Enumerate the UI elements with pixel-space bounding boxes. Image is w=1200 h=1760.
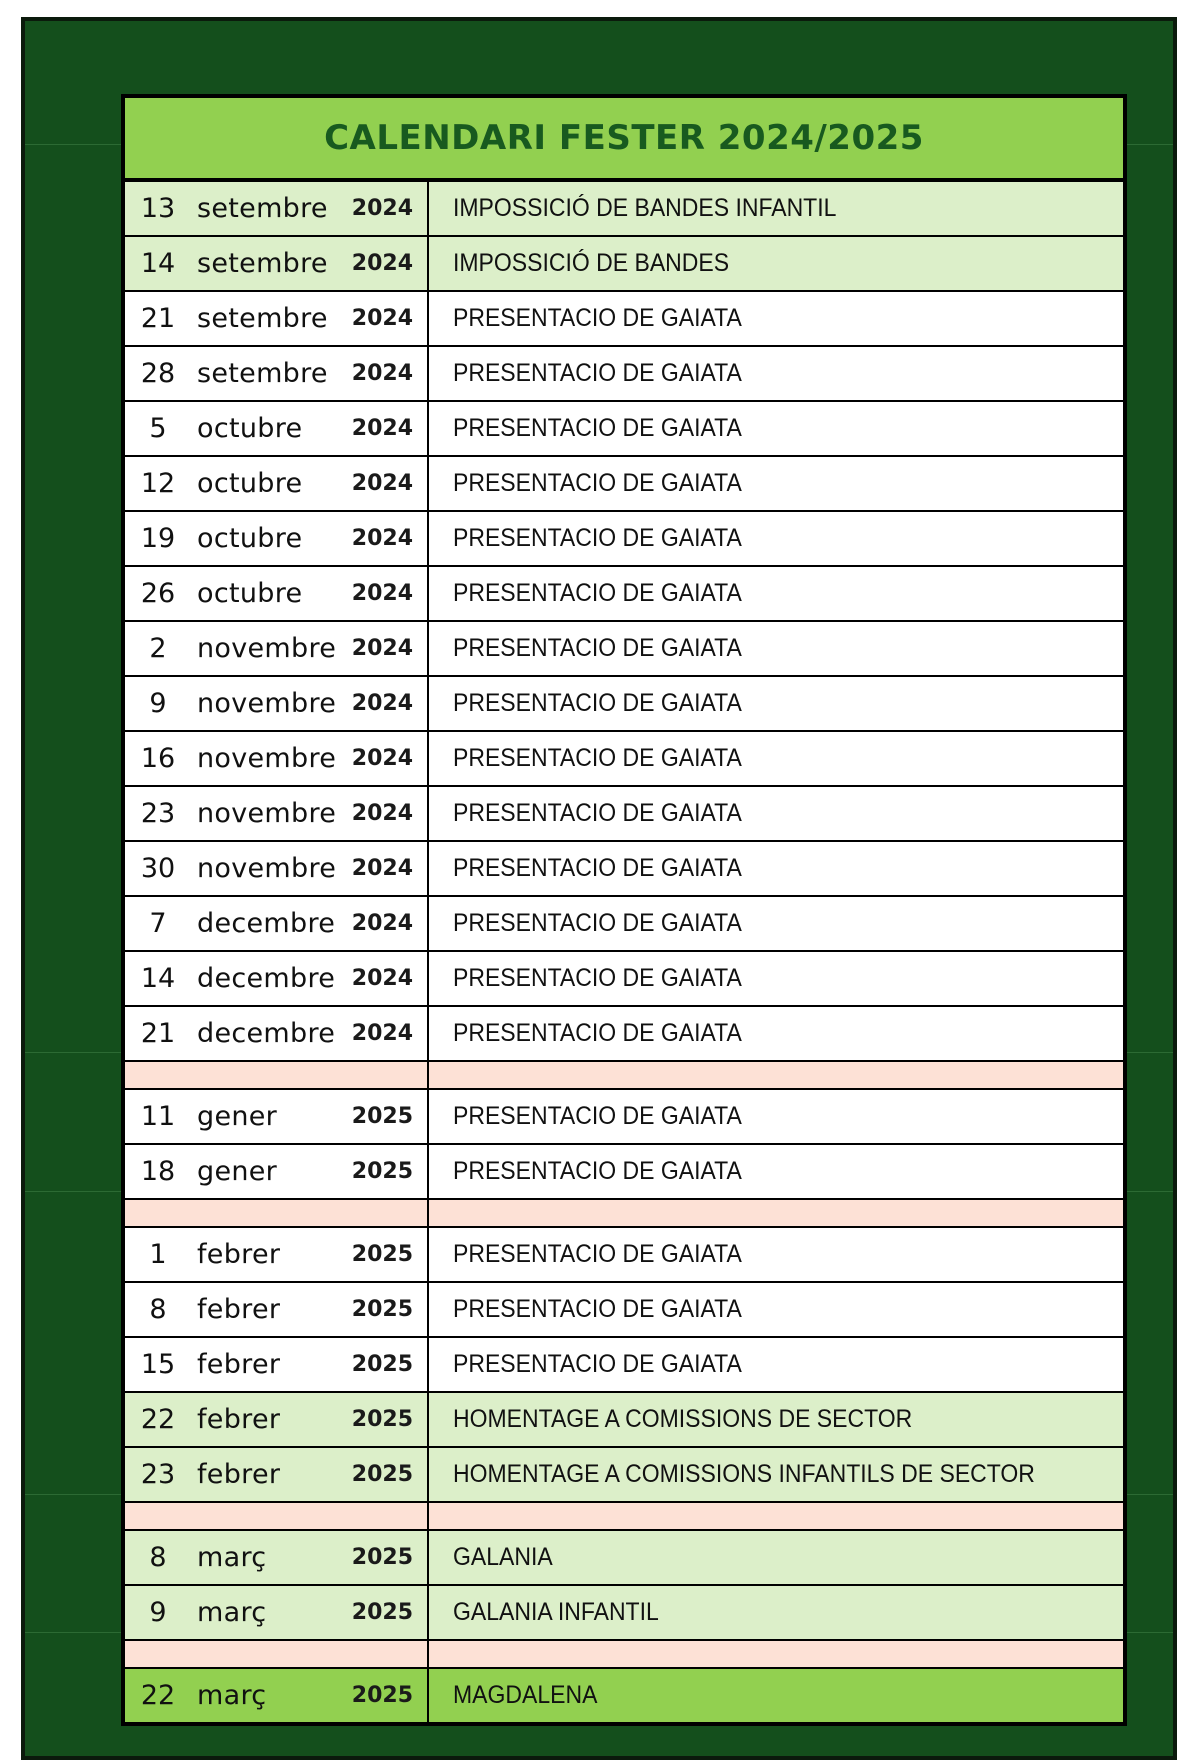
day: 7 (149, 908, 167, 939)
event-cell (429, 1228, 1123, 1281)
event-cell (429, 952, 1123, 1005)
day: 11 (140, 1101, 176, 1132)
event-cell (429, 677, 1123, 730)
year: 2024 (351, 361, 413, 386)
day: 13 (140, 193, 176, 224)
date-cell (125, 1338, 429, 1391)
day: 5 (149, 413, 167, 444)
event-cell (429, 347, 1123, 400)
spacer-date-cell (125, 1641, 429, 1667)
month: decembre (197, 963, 336, 994)
day: 12 (140, 468, 176, 499)
event-cell (429, 1338, 1123, 1391)
event-name: PRESENTACIO DE GAIATA (453, 744, 742, 772)
event-name: PRESENTACIO DE GAIATA (453, 634, 742, 662)
year: 2024 (351, 251, 413, 276)
year: 2024 (351, 306, 413, 331)
year: 2024 (351, 526, 413, 551)
calendar-row (125, 1448, 1123, 1503)
day: 1 (149, 1239, 167, 1270)
calendar-row (125, 347, 1123, 402)
event-cell (429, 1448, 1123, 1501)
year: 2024 (351, 911, 413, 936)
event-name: PRESENTACIO DE GAIATA (453, 304, 742, 332)
year: 2025 (351, 1683, 413, 1708)
day: 30 (140, 853, 176, 884)
day: 14 (140, 963, 176, 994)
event-cell (429, 1393, 1123, 1446)
event-cell (429, 1145, 1123, 1198)
month: novembre (197, 688, 337, 719)
calendar-rows (125, 182, 1123, 1722)
event-name: PRESENTACIO DE GAIATA (453, 964, 742, 992)
month: octubre (197, 578, 303, 609)
calendar-row (125, 237, 1123, 292)
calendar-row (125, 897, 1123, 952)
spacer-date-cell (125, 1503, 429, 1529)
day: 28 (140, 358, 176, 389)
spacer-date-cell (125, 1062, 429, 1088)
event-name: PRESENTACIO DE GAIATA (453, 1019, 742, 1047)
year: 2024 (351, 691, 413, 716)
calendar-row (125, 1669, 1123, 1722)
year: 2025 (351, 1104, 413, 1129)
date-cell (125, 1090, 429, 1143)
event-cell (429, 1669, 1123, 1722)
event-cell (429, 622, 1123, 675)
date-cell (125, 292, 429, 345)
day: 8 (149, 1294, 167, 1325)
spacer-row (125, 1062, 1123, 1090)
calendar-row (125, 1393, 1123, 1448)
date-cell (125, 732, 429, 785)
event-name: PRESENTACIO DE GAIATA (453, 414, 742, 442)
date-cell (125, 1145, 429, 1198)
spacer-date-cell (125, 1200, 429, 1226)
month: febrer (197, 1349, 281, 1380)
event-cell (429, 567, 1123, 620)
month: octubre (197, 523, 303, 554)
year: 2024 (351, 1021, 413, 1046)
spacer-row (125, 1200, 1123, 1228)
date-cell (125, 842, 429, 895)
calendar-row (125, 1338, 1123, 1393)
date-cell (125, 347, 429, 400)
year: 2024 (351, 636, 413, 661)
spacer-event-cell (429, 1641, 1123, 1667)
spacer-row (125, 1503, 1123, 1531)
month: novembre (197, 743, 337, 774)
date-cell (125, 1669, 429, 1722)
day: 19 (140, 523, 176, 554)
date-cell (125, 1283, 429, 1336)
calendar-row (125, 182, 1123, 237)
event-name: HOMENTAGE A COMISSIONS DE SECTOR (453, 1405, 913, 1433)
date-cell (125, 677, 429, 730)
day: 18 (140, 1156, 176, 1187)
event-name: PRESENTACIO DE GAIATA (453, 1102, 742, 1130)
day: 15 (140, 1349, 176, 1380)
event-name: PRESENTACIO DE GAIATA (453, 359, 742, 387)
calendar-row (125, 1283, 1123, 1338)
year: 2024 (351, 856, 413, 881)
date-cell (125, 622, 429, 675)
date-cell (125, 1531, 429, 1584)
day: 9 (149, 1597, 167, 1628)
month: novembre (197, 853, 337, 884)
calendar-row (125, 732, 1123, 787)
calendar-row (125, 952, 1123, 1007)
calendar-row (125, 1090, 1123, 1145)
calendar-row (125, 1145, 1123, 1200)
year: 2024 (351, 416, 413, 441)
month: decembre (197, 1018, 336, 1049)
month: setembre (197, 303, 328, 334)
day: 21 (140, 303, 176, 334)
date-cell (125, 897, 429, 950)
calendar-row (125, 787, 1123, 842)
calendar-row (125, 457, 1123, 512)
year: 2024 (351, 966, 413, 991)
year: 2025 (351, 1407, 413, 1432)
year: 2025 (351, 1600, 413, 1625)
calendar-row (125, 622, 1123, 677)
event-cell (429, 732, 1123, 785)
date-cell (125, 952, 429, 1005)
month: gener (197, 1101, 278, 1132)
event-name: MAGDALENA (453, 1681, 598, 1709)
date-cell (125, 402, 429, 455)
date-cell (125, 1586, 429, 1639)
calendar-row (125, 677, 1123, 732)
day: 9 (149, 688, 167, 719)
date-cell (125, 237, 429, 290)
calendar-row (125, 292, 1123, 347)
event-name: IMPOSSICIÓ DE BANDES INFANTIL (453, 194, 837, 222)
day: 8 (149, 1542, 167, 1573)
day: 23 (140, 1459, 176, 1490)
spacer-event-cell (429, 1062, 1123, 1088)
event-cell (429, 457, 1123, 510)
day: 14 (140, 248, 176, 279)
day: 16 (140, 743, 176, 774)
month: octubre (197, 468, 303, 499)
month: febrer (197, 1404, 281, 1435)
date-cell (125, 512, 429, 565)
event-cell (429, 1586, 1123, 1639)
day: 21 (140, 1018, 176, 1049)
year: 2025 (351, 1545, 413, 1570)
calendar-row (125, 1007, 1123, 1062)
day: 22 (140, 1680, 176, 1711)
date-cell (125, 787, 429, 840)
month: setembre (197, 358, 328, 389)
event-cell (429, 1283, 1123, 1336)
calendar-row (125, 512, 1123, 567)
date-cell (125, 567, 429, 620)
calendar-row (125, 402, 1123, 457)
event-cell (429, 787, 1123, 840)
event-cell (429, 237, 1123, 290)
month: febrer (197, 1294, 281, 1325)
month: febrer (197, 1459, 281, 1490)
month: octubre (197, 413, 303, 444)
event-name: PRESENTACIO DE GAIATA (453, 1350, 742, 1378)
event-name: HOMENTAGE A COMISSIONS INFANTILS DE SECTOR (453, 1460, 1035, 1488)
calendar-row (125, 1228, 1123, 1283)
month: novembre (197, 798, 337, 829)
spacer-event-cell (429, 1200, 1123, 1226)
calendar-row (125, 567, 1123, 622)
event-cell (429, 842, 1123, 895)
day: 22 (140, 1404, 176, 1435)
calendar-row (125, 842, 1123, 897)
event-name: PRESENTACIO DE GAIATA (453, 854, 742, 882)
calendar-frame (21, 17, 1177, 1760)
year: 2024 (351, 581, 413, 606)
event-name: PRESENTACIO DE GAIATA (453, 579, 742, 607)
year: 2025 (351, 1462, 413, 1487)
month: gener (197, 1156, 278, 1187)
event-cell (429, 292, 1123, 345)
month: març (197, 1680, 267, 1711)
calendar-row (125, 1531, 1123, 1586)
day: 23 (140, 798, 176, 829)
event-name: PRESENTACIO DE GAIATA (453, 799, 742, 827)
year: 2025 (351, 1352, 413, 1377)
event-name: PRESENTACIO DE GAIATA (453, 909, 742, 937)
calendar-table (121, 94, 1127, 1726)
date-cell (125, 1228, 429, 1281)
month: decembre (197, 908, 336, 939)
event-cell (429, 1090, 1123, 1143)
month: setembre (197, 193, 328, 224)
event-name: PRESENTACIO DE GAIATA (453, 524, 742, 552)
year: 2025 (351, 1159, 413, 1184)
event-cell (429, 512, 1123, 565)
month: novembre (197, 633, 337, 664)
month: febrer (197, 1239, 281, 1270)
year: 2024 (351, 471, 413, 496)
year: 2025 (351, 1242, 413, 1267)
event-name: PRESENTACIO DE GAIATA (453, 469, 742, 497)
event-cell (429, 897, 1123, 950)
year: 2024 (351, 801, 413, 826)
month: setembre (197, 248, 328, 279)
date-cell (125, 1007, 429, 1060)
day: 2 (149, 633, 167, 664)
event-name: GALANIA INFANTIL (453, 1598, 659, 1626)
year: 2024 (351, 746, 413, 771)
spacer-event-cell (429, 1503, 1123, 1529)
date-cell (125, 1393, 429, 1446)
event-cell (429, 402, 1123, 455)
month: març (197, 1542, 267, 1573)
calendar-row (125, 1586, 1123, 1641)
date-cell (125, 457, 429, 510)
year: 2025 (351, 1297, 413, 1322)
date-cell (125, 1448, 429, 1501)
month: març (197, 1597, 267, 1628)
event-name: PRESENTACIO DE GAIATA (453, 1295, 742, 1323)
event-name: PRESENTACIO DE GAIATA (453, 689, 742, 717)
year: 2024 (351, 196, 413, 221)
event-cell (429, 1531, 1123, 1584)
event-name: PRESENTACIO DE GAIATA (453, 1240, 742, 1268)
date-cell (125, 182, 429, 235)
calendar-title: CALENDARI FESTER 2024/2025 (125, 98, 1123, 182)
day: 26 (140, 578, 176, 609)
event-name: GALANIA (453, 1543, 553, 1571)
event-cell (429, 1007, 1123, 1060)
spacer-row (125, 1641, 1123, 1669)
event-name: IMPOSSICIÓ DE BANDES (453, 249, 730, 277)
event-cell (429, 182, 1123, 235)
event-name: PRESENTACIO DE GAIATA (453, 1157, 742, 1185)
